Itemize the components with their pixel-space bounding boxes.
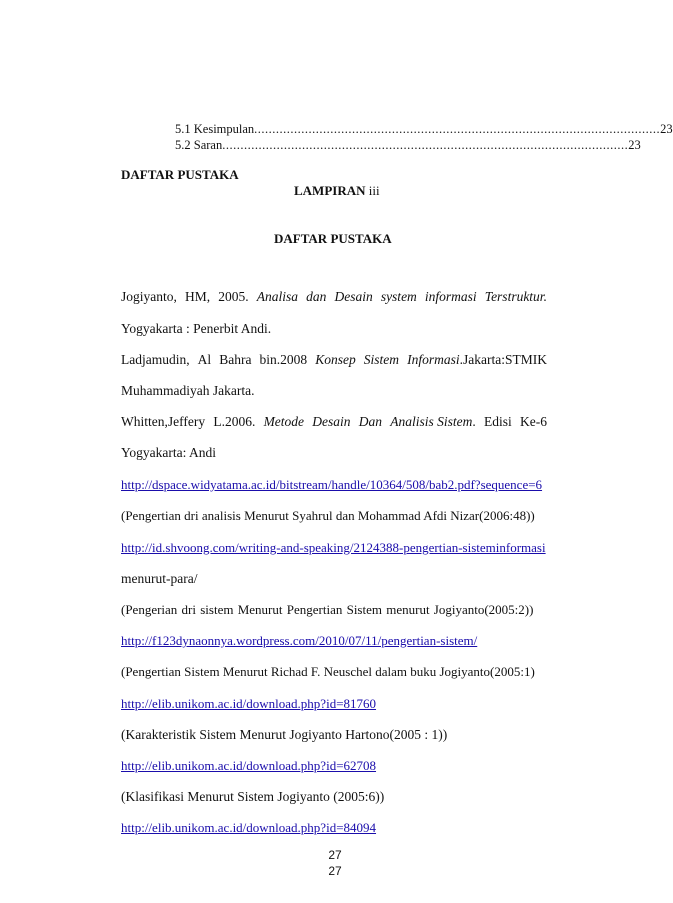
ref-title-word: Analisis Sistem xyxy=(390,414,473,429)
reference-link-2-continuation: menurut-para/ xyxy=(121,571,198,586)
reference-link-3[interactable]: http://f123dynaonnya.wordpress.com/2010/07/11/pengertian-sistem/ xyxy=(121,633,478,648)
ref-word: Ladjamudin, xyxy=(121,352,190,367)
ref-title-word: Desain xyxy=(312,414,351,429)
toc-page-number: 23 xyxy=(628,138,641,152)
toc-page-number: 23 xyxy=(660,122,673,136)
ref-word: Ke-6 xyxy=(520,414,547,429)
reference-3-line-2: Yogyakarta: Andi xyxy=(121,445,217,460)
reference-note-3: (Pengertian Sistem Menurut Richad F. Neuschel dalam buku Jogiyanto(2005:1) xyxy=(121,664,535,679)
ref-title-word: Metode xyxy=(263,414,305,429)
page-number: 27 xyxy=(328,848,342,862)
reference-note-5: (Klasifikasi Menurut Sistem Jogiyanto (2005:6)) xyxy=(121,789,385,804)
lampiran-label: LAMPIRAN xyxy=(294,183,366,198)
ref-word: 2005. xyxy=(218,289,249,304)
toc-row-kesimpulan xyxy=(175,122,673,137)
toc-leader-dots: ................................................................................................................ xyxy=(222,138,629,152)
reference-2-line-1 xyxy=(121,352,547,368)
ref-title-word: system xyxy=(380,289,417,304)
reference-3-line-1 xyxy=(121,414,547,430)
ref-title-word: Sistem xyxy=(363,352,400,367)
reference-note-1: (Pengertian dri analisis Menurut Syahrul dan Mohammad Afdi Nizar(2006:48)) xyxy=(121,508,535,523)
ref-word: L.2006. xyxy=(213,414,256,429)
ref-word: .Jakarta:STMIK xyxy=(459,352,547,367)
reference-note-4: (Karakteristik Sistem Menurut Jogiyanto Hartono(2005 : 1)) xyxy=(121,727,448,742)
ref-word: HM, xyxy=(184,289,211,304)
ref-word: Al xyxy=(197,352,212,367)
reference-2-line-2: Muhammadiyah Jakarta. xyxy=(121,383,255,398)
ref-title-word: dan xyxy=(306,289,327,304)
ref-word: Whitten,Jeffery xyxy=(121,414,206,429)
ref-title-word: Analisa xyxy=(256,289,298,304)
reference-link-6[interactable]: http://elib.unikom.ac.id/download.php?id=84094 xyxy=(121,820,377,835)
reference-link-4[interactable]: http://elib.unikom.ac.id/download.php?id=81760 xyxy=(121,696,377,711)
toc-leader-dots: ................................................................................................................ xyxy=(254,122,661,136)
reference-link-2[interactable]: http://id.shvoong.com/writing-and-speaking/2124388-pengertian-sisteminformasi xyxy=(121,540,546,555)
daftar-pustaka-heading: DAFTAR PUSTAKA xyxy=(121,167,239,182)
lampiran-line xyxy=(294,183,380,199)
center-heading: DAFTAR PUSTAKA xyxy=(274,231,392,246)
reference-note-2: (Pengerian dri sistem Menurut Pengertian Sistem menurut Jogiyanto(2005:2)) xyxy=(121,602,534,617)
reference-link-5[interactable]: http://elib.unikom.ac.id/download.php?id=62708 xyxy=(121,758,377,773)
ref-word: . xyxy=(472,414,476,429)
ref-title-word: informasi xyxy=(424,289,477,304)
toc-label: 5.2 Saran xyxy=(175,138,223,152)
reference-1-line-1 xyxy=(121,289,547,305)
ref-title-word: Informasi xyxy=(407,352,460,367)
lampiran-suffix: iii xyxy=(365,183,380,198)
ref-title-word: Konsep xyxy=(315,352,356,367)
page-number: 27 xyxy=(328,864,342,878)
ref-title-word: Terstruktur. xyxy=(484,289,547,304)
ref-word: bin.2008 xyxy=(259,352,308,367)
toc-row-saran xyxy=(175,138,641,153)
ref-word: Jogiyanto, xyxy=(121,289,177,304)
toc-label: 5.1 Kesimpulan xyxy=(175,122,255,136)
ref-word: Bahra xyxy=(219,352,252,367)
reference-1-line-2: Yogyakarta : Penerbit Andi. xyxy=(121,321,272,336)
ref-title-word: Dan xyxy=(358,414,383,429)
reference-link-1[interactable]: http://dspace.widyatama.ac.id/bitstream/handle/10364/508/bab2.pdf?sequence=6 xyxy=(121,477,543,492)
ref-word: Edisi xyxy=(484,414,512,429)
ref-title-word: Desain xyxy=(334,289,373,304)
